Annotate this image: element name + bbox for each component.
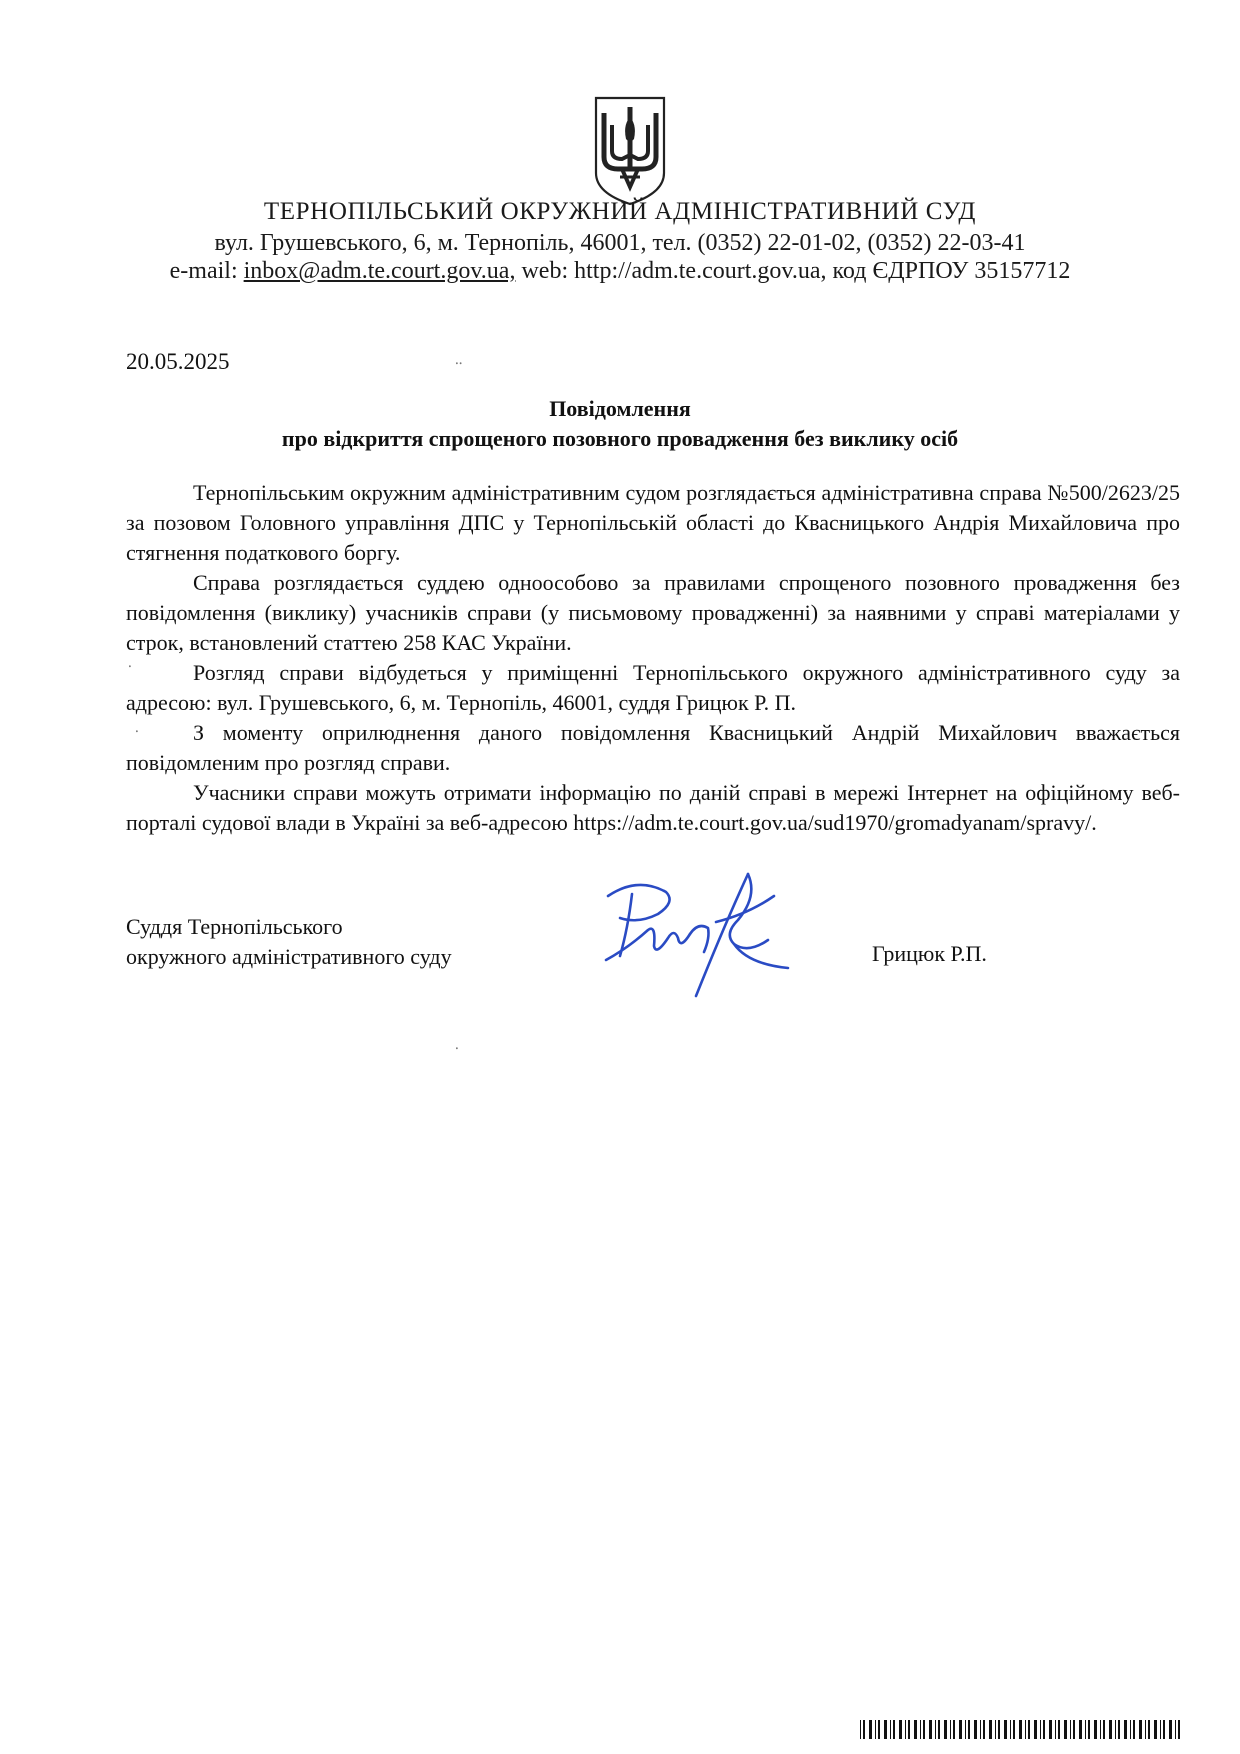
barcode-bar xyxy=(905,1720,906,1739)
barcode-bar xyxy=(1070,1720,1071,1739)
title-line-1: Повідомлення xyxy=(549,396,691,421)
barcode-bar xyxy=(959,1720,962,1739)
barcode-bar xyxy=(1160,1720,1161,1739)
barcode-bar xyxy=(899,1720,902,1739)
barcode-bar xyxy=(983,1720,985,1739)
barcode-bar xyxy=(860,1720,861,1739)
scan-mark: ⸳ xyxy=(128,658,132,673)
barcode-bar xyxy=(974,1720,977,1739)
barcode-bar xyxy=(938,1720,940,1739)
barcode-bar xyxy=(1145,1720,1146,1739)
barcode-bar xyxy=(1133,1720,1135,1739)
barcode-bar xyxy=(1004,1720,1007,1739)
barcode-bar xyxy=(1130,1720,1131,1739)
paragraph: З моменту оприлюднення даного повідомлення Квасницький Андрій Михайлович вважається повідомленим про розгляд справи. xyxy=(126,720,1180,775)
barcode-bar xyxy=(863,1720,865,1739)
barcode-bar xyxy=(953,1720,955,1739)
court-address: вул. Грушевського, 6, м. Тернопіль, 46001, тел. (0352) 22-01-02, (0352) 22-03-41 xyxy=(214,230,1026,256)
scan-mark: ⸳⸳ xyxy=(455,355,463,370)
email-label: e-mail: xyxy=(169,258,244,284)
barcode-bar xyxy=(1040,1720,1041,1739)
barcode-bar xyxy=(1085,1720,1086,1739)
barcode-bar xyxy=(1175,1720,1176,1739)
paragraph: Справа розглядається суддею одноособово за правилами спрощеного позовного провадження без повідомлення (виклику) учасників справи (у письмовому провадженні) за наявними у справі матеріалами у строк, встановлений статтею 258 КАС України. xyxy=(126,570,1180,655)
barcode-bar xyxy=(1148,1720,1150,1739)
barcode-bar xyxy=(1109,1720,1112,1739)
web-and-code: web: http://adm.te.court.gov.ua, код ЄДРПОУ 35157712 xyxy=(515,258,1071,284)
barcode-bar xyxy=(1055,1720,1056,1739)
barcode-bar xyxy=(1025,1720,1026,1739)
barcode-bar xyxy=(1028,1720,1030,1739)
barcode-bar xyxy=(893,1720,895,1739)
barcode-bar xyxy=(1094,1720,1097,1739)
barcode-bar xyxy=(1100,1720,1101,1739)
court-name: ТЕРНОПІЛЬСЬКИЙ ОКРУЖНИЙ АДМІНІСТРАТИВНИЙ СУД xyxy=(263,198,977,225)
scan-mark: ⸳ xyxy=(455,1040,459,1055)
barcode-bar xyxy=(1013,1720,1015,1739)
barcode-bar xyxy=(1010,1720,1011,1739)
barcode-bar xyxy=(1124,1720,1127,1739)
barcode-bar xyxy=(1139,1720,1142,1739)
barcode xyxy=(860,1720,1186,1739)
email-link[interactable]: inbox@adm.te.court.gov.ua, xyxy=(243,258,516,284)
barcode-bar xyxy=(875,1720,876,1739)
barcode-bar xyxy=(929,1720,932,1739)
barcode-bar xyxy=(1073,1720,1075,1739)
barcode-bar xyxy=(908,1720,910,1739)
barcode-bar xyxy=(950,1720,951,1739)
document-title xyxy=(0,394,1240,454)
paragraph: Учасники справи можуть отримати інформацію по даній справі в мережі Інтернет на офіційному веб-порталі судової влади в Україні за веб-адресою https://adm.te.court.gov.ua/sud1970/gromadyanam/spravy/. xyxy=(126,780,1180,835)
paragraph: Тернопільським окружним адміністративним судом розглядається адміністративна справа №500/2623/25 за позовом Головного управління ДПС у Тернопільській області до Квасницького Андрія Михайловича про стягнення податкового боргу. xyxy=(126,480,1180,565)
barcode-bar xyxy=(935,1720,936,1739)
barcode-bar xyxy=(1088,1720,1090,1739)
barcode-bar xyxy=(1118,1720,1120,1739)
court-contacts xyxy=(0,258,1240,285)
barcode-bar xyxy=(1049,1720,1052,1739)
barcode-bar xyxy=(869,1720,872,1739)
barcode-bar xyxy=(890,1720,891,1739)
barcode-bar xyxy=(914,1720,917,1739)
barcode-bar xyxy=(989,1720,992,1739)
barcode-bar xyxy=(1154,1720,1157,1739)
barcode-bar xyxy=(1058,1720,1060,1739)
barcode-bar xyxy=(923,1720,925,1739)
barcode-bar xyxy=(1178,1720,1180,1739)
barcode-bar xyxy=(878,1720,880,1739)
barcode-bar xyxy=(1079,1720,1082,1739)
title-line-2: про відкриття спрощеного позовного провадження без виклику осіб xyxy=(281,426,959,451)
judge-name: Грицюк Р.П. xyxy=(872,941,987,966)
barcode-bar xyxy=(1103,1720,1105,1739)
scan-mark: ⸳ xyxy=(135,723,139,738)
barcode-bar xyxy=(998,1720,1000,1739)
barcode-bar xyxy=(1043,1720,1045,1739)
barcode-bar xyxy=(884,1720,887,1739)
barcode-bar xyxy=(944,1720,947,1739)
barcode-bar xyxy=(1115,1720,1116,1739)
barcode-bar xyxy=(1064,1720,1067,1739)
barcode-bar xyxy=(1019,1720,1022,1739)
judge-position xyxy=(126,912,452,972)
handwritten-signature xyxy=(598,868,803,1003)
barcode-bar xyxy=(965,1720,966,1739)
barcode-bar xyxy=(1034,1720,1037,1739)
barcode-bar xyxy=(920,1720,921,1739)
barcode-bar xyxy=(968,1720,970,1739)
barcode-bar xyxy=(1163,1720,1165,1739)
paragraph: Розгляд справи відбудеться у приміщенні Тернопільського окружного адміністративного суду за адресою: вул. Грушевського, 6, м. Тернопіль, 46001, суддя Грицюк Р. П. xyxy=(126,660,1180,715)
barcode-bar xyxy=(980,1720,981,1739)
judge-position-line-1: Суддя Тернопільського xyxy=(126,914,343,939)
judge-position-line-2: окружного адміністративного суду xyxy=(126,944,452,969)
barcode-bar xyxy=(1169,1720,1172,1739)
barcode-bar xyxy=(995,1720,996,1739)
coat-of-arms-icon xyxy=(592,95,668,207)
notice-body xyxy=(126,478,1180,838)
document-date: 20.05.2025 xyxy=(126,349,230,374)
